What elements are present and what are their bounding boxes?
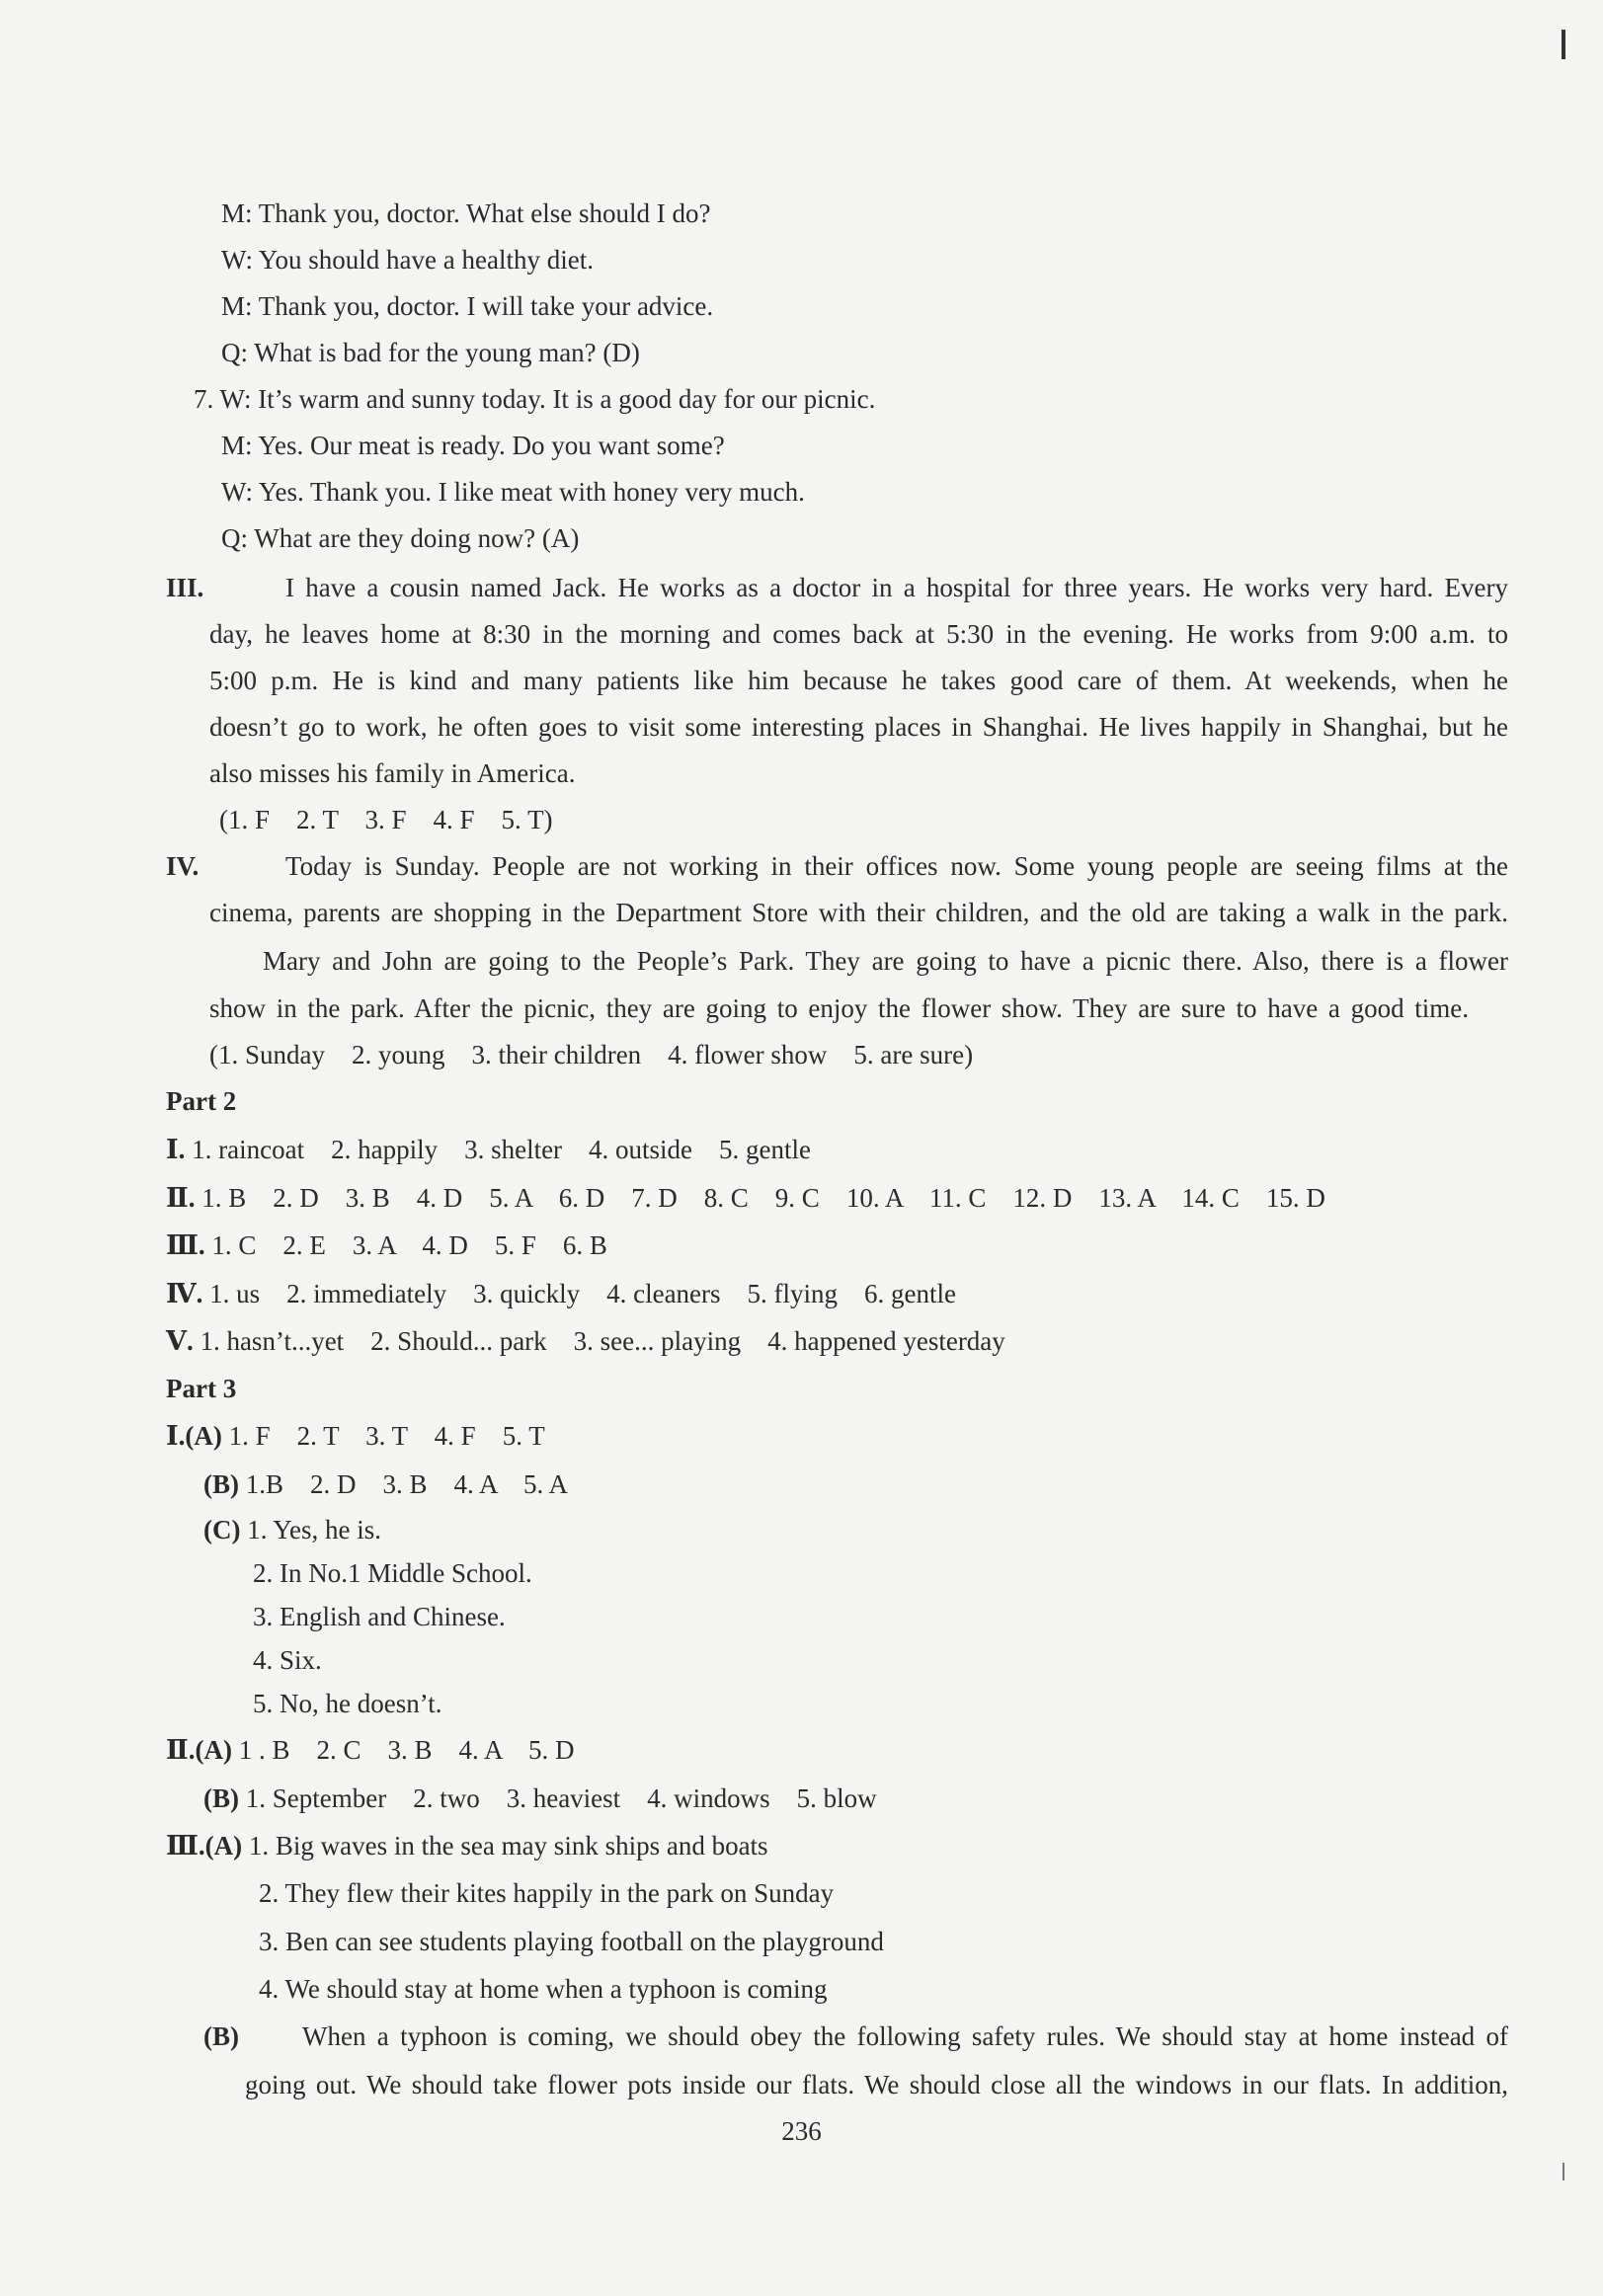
row-answers: 1. raincoat 2. happily 3. shelter 4. outside 5. gentle — [185, 1135, 812, 1164]
row-answers: 1. us 2. immediately 3. quickly 4. cleaners 5. flying 6. gentle — [202, 1279, 956, 1308]
passage-line: doesn’t go to work, he often goes to visit some interesting places in Shanghai. He lives happily in Shanghai, but he — [209, 712, 1508, 742]
passage-line: cinema, parents are shopping in the Department Store with their children, and the old are taking a walk in the park. — [209, 898, 1508, 927]
answer-row — [166, 1277, 956, 1310]
scan-mark-top — [1562, 30, 1565, 59]
dialogue-line: W: You should have a healthy diet. — [221, 245, 594, 275]
dialogue-line: W: Yes. Thank you. I like meat with honey very much. — [221, 477, 805, 507]
row-answers: 1. hasn’t...yet 2. Should... park 3. see... playing 4. happened yesterday — [193, 1326, 1005, 1356]
answer-row — [166, 1133, 811, 1166]
dialogue-line: M: Yes. Our meat is ready. Do you want some? — [221, 431, 725, 460]
answer-row — [166, 1829, 768, 1862]
row-label: Ⅰ. — [166, 1421, 186, 1451]
section-label: IV. — [166, 851, 200, 881]
answer-line: (1. F 2. T 3. F 4. F 5. T) — [219, 805, 553, 834]
answer-row — [203, 1467, 568, 1501]
sub-label: (B) — [203, 1783, 239, 1813]
answer-line: 5. No, he doesn’t. — [253, 1689, 442, 1718]
answer-row — [166, 1181, 1325, 1215]
scan-mark-bottom — [1563, 2163, 1564, 2180]
section-label: III. — [166, 573, 204, 602]
part-heading: Part 2 — [166, 1086, 237, 1116]
passage-line: Mary and John are going to the People’s Park. They are going to have a picnic there. Also, there is a flower — [263, 946, 1508, 976]
row-label: Ⅲ. — [166, 1831, 205, 1861]
dialogue-line: Q: What are they doing now? (A) — [221, 523, 580, 553]
answer-line: 4. We should stay at home when a typhoon is coming — [259, 1974, 828, 2004]
answer-row — [166, 1733, 575, 1767]
row-answers: 1. Big waves in the sea may sink ships and boats — [242, 1831, 768, 1861]
row-label: Ⅱ. — [166, 1735, 196, 1765]
answer-row — [166, 1228, 607, 1262]
answer-line: 3. English and Chinese. — [253, 1602, 506, 1631]
passage-line: show in the park. After the picnic, they are going to enjoy the flower show. They are sure to have a good time. — [209, 993, 1469, 1023]
answer-line: 4. Six. — [253, 1645, 322, 1675]
row-answers: 1. B 2. D 3. B 4. D 5. A 6. D 7. D 8. C 9. C 10. A 11. C 12. D 13. A 14. C 15. D — [195, 1183, 1325, 1213]
row-answers: 1 . B 2. C 3. B 4. A 5. D — [232, 1735, 575, 1765]
row-answers: 1. C 2. E 3. A 4. D 5. F 6. B — [204, 1230, 607, 1260]
row-answers: 1. F 2. T 3. T 4. F 5. T — [221, 1421, 545, 1451]
row-answers: 1. Yes, he is. — [240, 1515, 382, 1544]
dialogue-line: M: Thank you, doctor. I will take your advice. — [221, 291, 714, 321]
answer-line: 2. They flew their kites happily in the park on Sunday — [259, 1878, 835, 1908]
passage-line: I have a cousin named Jack. He works as a doctor in a hospital for three years. He works very hard. Every — [285, 573, 1508, 602]
part-heading: Part 3 — [166, 1374, 237, 1403]
answer-row — [166, 1324, 1005, 1358]
passage-line: day, he leaves home at 8:30 in the morning and comes back at 5:30 in the evening. He works from 9:00 a.m. to — [209, 619, 1508, 649]
sub-label: (C) — [203, 1515, 241, 1544]
row-answers: 1. September 2. two 3. heaviest 4. windows 5. blow — [239, 1783, 877, 1813]
passage-line: When a typhoon is coming, we should obey the following safety rules. We should stay at home instead of — [302, 2021, 1508, 2051]
sub-label: (B) — [203, 1469, 239, 1499]
row-label: Ⅲ. — [166, 1230, 205, 1260]
row-label: Ⅳ. — [166, 1279, 203, 1308]
answer-line: 2. In No.1 Middle School. — [253, 1558, 532, 1588]
row-label: Ⅰ. — [166, 1135, 186, 1164]
sub-label: (A) — [204, 1831, 243, 1861]
answer-row — [203, 1513, 381, 1546]
answer-row — [203, 1781, 877, 1815]
passage-line: going out. We should take flower pots inside our flats. We should close all the windows in our flats. In addition, — [245, 2070, 1508, 2099]
sub-label: (A) — [185, 1421, 222, 1451]
row-label: Ⅴ. — [166, 1326, 194, 1356]
answer-line: (1. Sunday 2. young 3. their children 4. flower show 5. are sure) — [209, 1040, 974, 1069]
row-answers: 1.B 2. D 3. B 4. A 5. A — [239, 1469, 569, 1499]
row-label: Ⅱ. — [166, 1183, 196, 1213]
answer-line: 3. Ben can see students playing football on the playground — [259, 1927, 884, 1956]
answer-row — [166, 1419, 545, 1453]
dialogue-line: Q: What is bad for the young man? (D) — [221, 338, 640, 367]
dialogue-line: M: Thank you, doctor. What else should I do? — [221, 198, 711, 228]
sub-label: (B) — [203, 2021, 239, 2051]
passage-line: also misses his family in America. — [209, 758, 576, 788]
sub-label: (A) — [195, 1735, 232, 1765]
page-number: 236 — [781, 2116, 822, 2146]
passage-line: Today is Sunday. People are not working in their offices now. Some young people are seeing films at the — [285, 851, 1508, 881]
passage-line: 5:00 p.m. He is kind and many patients like him because he takes good care of them. At weekends, when he — [209, 666, 1508, 695]
dialogue-line: 7. W: It’s warm and sunny today. It is a good day for our picnic. — [194, 384, 876, 414]
